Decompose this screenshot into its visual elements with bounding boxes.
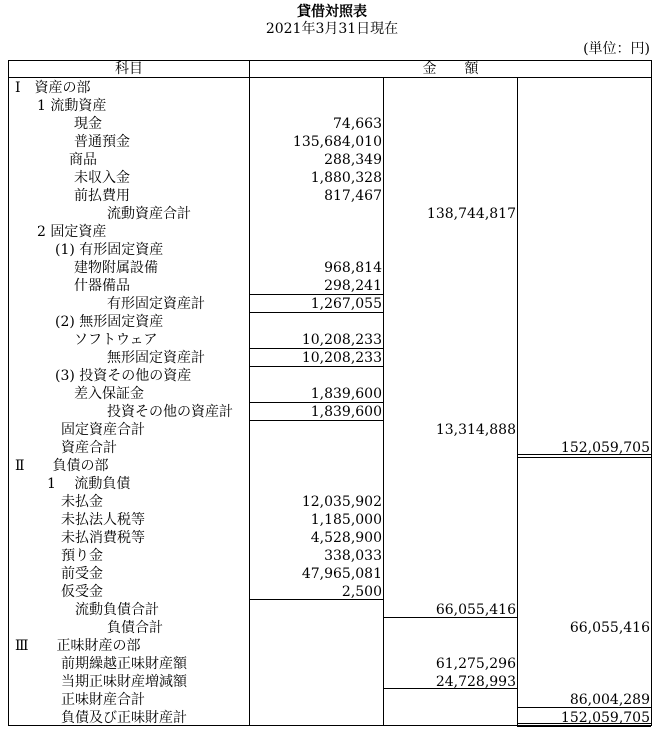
double-rule-line xyxy=(517,454,651,458)
table-row xyxy=(9,205,651,223)
amount-c3: 152,059,705 xyxy=(560,710,650,726)
table-row xyxy=(9,259,651,277)
table-row xyxy=(9,511,651,529)
row-label: ソフトウェア xyxy=(74,332,158,348)
rule-line xyxy=(249,420,383,421)
table-row xyxy=(9,313,651,331)
table-row xyxy=(9,133,651,151)
amount-c1: 10,208,233 xyxy=(301,332,382,348)
table-row xyxy=(9,565,651,583)
table-header xyxy=(9,61,651,78)
row-label: 流動資産合計 xyxy=(107,206,191,222)
table-row xyxy=(9,331,651,349)
document-date: 2021年3月31日現在 xyxy=(265,21,399,37)
table-row xyxy=(9,277,651,295)
unit-label: (単位：円) xyxy=(583,41,650,57)
rule-line xyxy=(517,707,651,708)
table-row xyxy=(9,547,651,565)
table-row xyxy=(9,295,651,313)
amount-c1: 968,814 xyxy=(324,260,382,276)
row-label: 前受金 xyxy=(61,566,103,582)
row-label: 建物附属設備 xyxy=(74,260,158,276)
amount-c2: 138,744,817 xyxy=(426,206,516,222)
row-label: 現金 xyxy=(74,116,102,132)
amount-c1: 288,349 xyxy=(324,152,382,168)
amount-c1: 1,880,328 xyxy=(310,170,382,186)
table-row xyxy=(9,421,651,439)
table-row xyxy=(9,385,651,403)
row-label: 負債合計 xyxy=(107,620,163,636)
row-label: 固定資産合計 xyxy=(61,422,145,438)
table-row xyxy=(9,403,651,421)
row-label: 有形固定資産計 xyxy=(107,296,205,312)
row-label: 什器備品 xyxy=(74,278,130,294)
row-label: 普通預金 xyxy=(74,134,130,150)
amount-c1: 338,033 xyxy=(324,548,382,564)
double-rule-line xyxy=(517,723,651,727)
rule-line xyxy=(249,348,383,349)
table-row xyxy=(9,223,651,241)
row-label: 1 流動資産 xyxy=(37,98,107,114)
row-label: 負債及び正味財産計 xyxy=(61,710,187,726)
amount-c1: 135,684,010 xyxy=(292,134,382,150)
row-label: 投資その他の資産計 xyxy=(107,404,233,420)
table-row xyxy=(9,169,651,187)
amount-c3: 66,055,416 xyxy=(569,620,650,636)
rule-line xyxy=(249,599,383,600)
table-row xyxy=(9,529,651,547)
rule-line xyxy=(249,402,383,403)
document-title: 貸借対照表 xyxy=(297,4,367,20)
row-label: 資産合計 xyxy=(61,440,117,456)
amount-c2: 13,314,888 xyxy=(435,422,516,438)
amount-c1: 2,500 xyxy=(341,584,382,600)
row-label: 未収入金 xyxy=(74,170,130,186)
amount-c1: 1,839,600 xyxy=(310,386,382,402)
row-label: 未払消費税等 xyxy=(61,530,145,546)
amount-c1: 12,035,902 xyxy=(301,494,382,510)
table-row xyxy=(9,349,651,367)
rule-line xyxy=(249,294,383,295)
table-row xyxy=(9,367,651,385)
table-row xyxy=(9,241,651,259)
row-label: 前払費用 xyxy=(74,188,130,204)
rule-line xyxy=(383,688,517,689)
row-label: (2) 無形固定資産 xyxy=(55,314,164,330)
table-row xyxy=(9,493,651,511)
amount-c1: 47,965,081 xyxy=(301,566,382,582)
table-row xyxy=(9,619,651,637)
row-label: 未払金 xyxy=(61,494,103,510)
amount-c3: 152,059,705 xyxy=(560,440,650,456)
amount-c1: 1,185,000 xyxy=(310,512,382,528)
row-label: 差入保証金 xyxy=(74,386,144,402)
table-row xyxy=(9,97,651,115)
table-row xyxy=(9,187,651,205)
row-label: (3) 投資その他の資産 xyxy=(55,368,192,384)
row-label: 仮受金 xyxy=(61,584,103,600)
header-amount: 金額 xyxy=(422,61,507,77)
amount-c1: 1,267,055 xyxy=(310,296,382,312)
header-subject: 科目 xyxy=(9,61,250,77)
row-label: 商品 xyxy=(69,152,97,168)
row-label: Ⅱ 負債の部 xyxy=(15,458,109,474)
table-row xyxy=(9,637,651,655)
amount-c1: 10,208,233 xyxy=(301,350,382,366)
row-label: 前期繰越正味財産額 xyxy=(61,656,187,672)
table-row xyxy=(9,655,651,673)
row-label: Ⅰ 資産の部 xyxy=(15,80,91,96)
row-label: 預り金 xyxy=(61,548,103,564)
rule-line xyxy=(383,617,517,618)
rule-line xyxy=(249,312,383,313)
table-row xyxy=(9,475,651,493)
rule-line xyxy=(249,366,383,367)
amount-c2: 61,275,296 xyxy=(435,656,516,672)
table-row xyxy=(9,79,651,97)
table-row xyxy=(9,457,651,475)
amount-c2: 24,728,993 xyxy=(435,674,516,690)
amount-c1: 817,467 xyxy=(324,188,382,204)
amount-c1: 298,241 xyxy=(324,278,382,294)
row-label: 当期正味財産増減額 xyxy=(61,674,187,690)
amount-c1: 1,839,600 xyxy=(310,404,382,420)
row-label: 流動負債合計 xyxy=(75,602,159,618)
table-row xyxy=(9,151,651,169)
row-label: Ⅲ 正味財産の部 xyxy=(15,638,141,654)
row-label: (1) 有形固定資産 xyxy=(55,242,164,258)
amount-c1: 4,528,900 xyxy=(310,530,382,546)
row-label: 正味財産合計 xyxy=(61,692,145,708)
amount-c2: 66,055,416 xyxy=(435,602,516,618)
amount-c3: 86,004,289 xyxy=(569,692,650,708)
row-label: 未払法人税等 xyxy=(61,512,145,528)
balance-sheet-table xyxy=(8,60,652,726)
row-label: 1 流動負債 xyxy=(47,476,131,492)
row-label: 2 固定資産 xyxy=(37,224,107,240)
row-label: 無形固定資産計 xyxy=(107,350,205,366)
amount-c1: 74,663 xyxy=(333,116,382,132)
table-row xyxy=(9,673,651,691)
table-row xyxy=(9,601,651,619)
table-row xyxy=(9,115,651,133)
